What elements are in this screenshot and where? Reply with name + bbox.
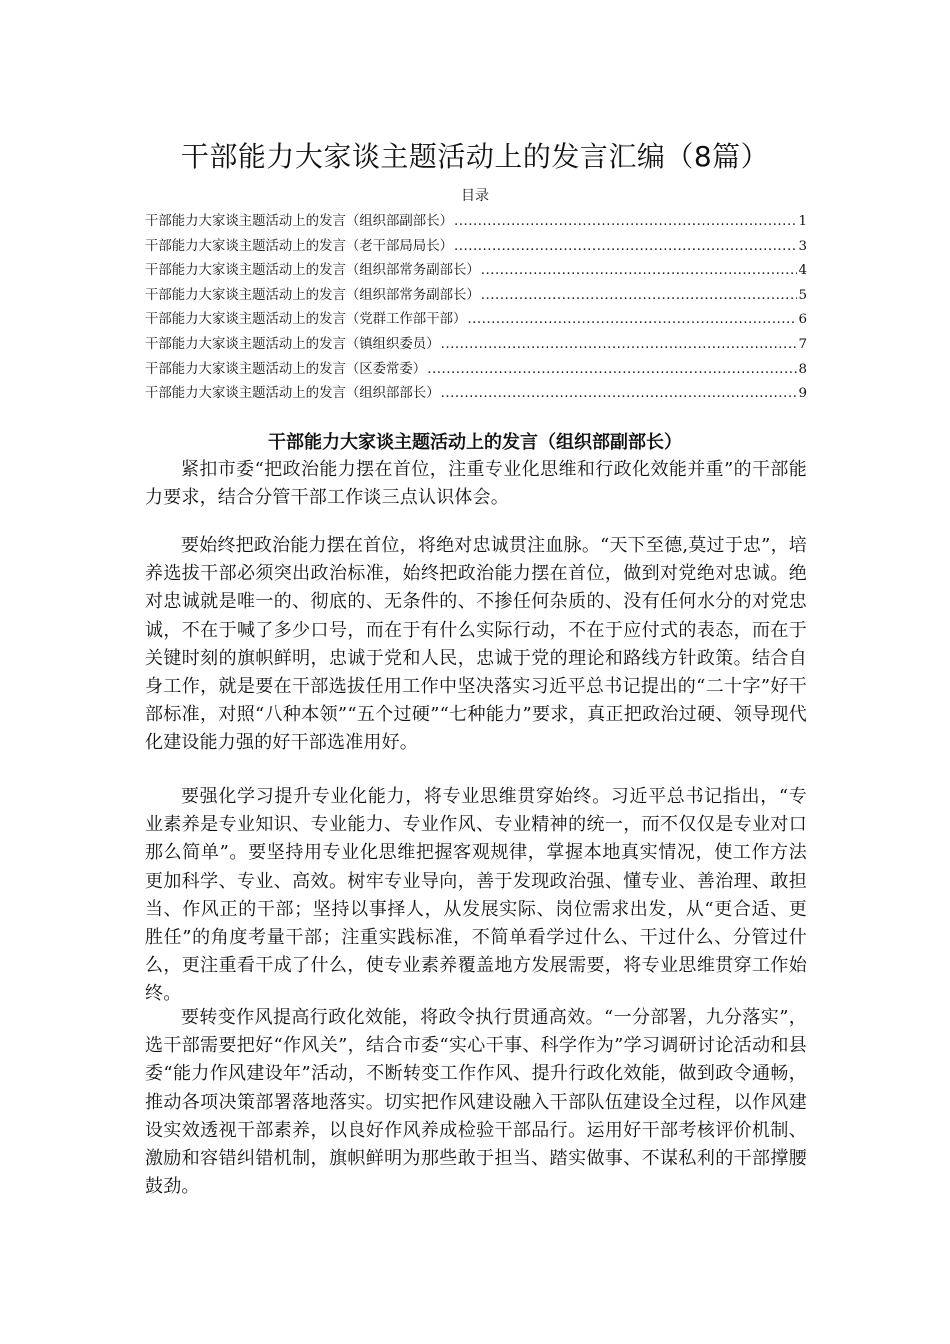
body-paragraph: 要强化学习提升专业化能力，将专业思维贯穿始终。习近平总书记指出，“专业素养是专业知识、专业能力、专业作风、专业精神的统一，而不仅仅是专业对口那么简单”。要坚持用专业化思维把握客观规律，掌握本地真实情况，使工作方法更加科学、专业、高效。树牢专业导向，善于发现政治强、懂专业、善治理、敢担当、作风正的干部；坚持以事择人，从发展实际、岗位需求出发，从“更合适、更胜任”的角度考量干部；注重实践标准，不简单看学过什么、干过什么、分管过什么，更注重看干成了什么，使专业素养覆盖地方发展需要，将专业思维贯穿工作始终。 [145, 786, 807, 1005]
toc-entry[interactable] [145, 235, 807, 260]
toc-leader-dots [454, 239, 797, 254]
toc-entry-page: 3 [798, 238, 807, 254]
toc-leader-dots [467, 312, 797, 327]
toc-entry[interactable] [145, 210, 807, 235]
intro-paragraph: 紧扣市委“把政治能力摆在首位，注重专业化思维和行政化效能并重”的干部能力要求，结合分管干部工作谈三点认识体会。 [145, 459, 807, 509]
toc-entry-label: 干部能力大家谈主题活动上的发言（组织部常务副部长） [145, 263, 480, 279]
toc-entry[interactable] [145, 382, 807, 407]
toc-leader-dots [427, 362, 797, 377]
toc-entry[interactable] [145, 333, 807, 358]
body-paragraph: 要始终把政治能力摆在首位，将绝对忠诚贯注血脉。“天下至德,莫过于忠”，培养选拔干部必须突出政治标准，始终把政治能力摆在首位，做到对党绝对忠诚。绝对忠诚就是唯一的、彻底的、无条件的、不掺任何杂质的、没有任何水分的对党忠诚，不在于喊了多少口号，而在于有什么实际行动，不在于应付式的表态，而在于关键时刻的旗帜鲜明，忠诚于党和人民，忠诚于党的理论和路线方针政策。结合自身工作，就是要在干部选拔任用工作中坚决落实习近平总书记提出的“二十字”好干部标准，对照“八种本领”“五个过硬”“七种能力”要求，真正把政治过硬、领导现代化建设能力强的好干部选准用好。 [145, 535, 807, 754]
toc-entry-page: 4 [798, 263, 807, 279]
toc-heading: 目录 [461, 188, 489, 204]
document-title: 干部能力大家谈主题活动上的发言汇编（8篇） [180, 140, 770, 173]
toc-entry[interactable] [145, 284, 807, 309]
toc-leader-dots [481, 263, 798, 278]
toc-leader-dots [441, 337, 798, 352]
table-of-contents [145, 210, 807, 407]
toc-entry-page: 9 [798, 386, 807, 402]
toc-entry-page: 6 [798, 312, 807, 328]
toc-entry-page: 5 [798, 287, 807, 303]
toc-entry[interactable] [145, 358, 807, 383]
toc-entry[interactable] [145, 259, 807, 284]
toc-leader-dots [454, 214, 797, 229]
toc-leader-dots [441, 386, 798, 401]
toc-entry[interactable] [145, 308, 807, 333]
toc-entry-label: 干部能力大家谈主题活动上的发言（组织部常务副部长） [145, 287, 480, 303]
section-heading: 干部能力大家谈主题活动上的发言（组织部副部长） [268, 432, 682, 453]
toc-entry-label: 干部能力大家谈主题活动上的发言（区委常委） [145, 361, 427, 377]
toc-entry-page: 7 [798, 336, 807, 352]
toc-entry-label: 干部能力大家谈主题活动上的发言（老干部局局长） [145, 238, 453, 254]
toc-entry-label: 干部能力大家谈主题活动上的发言（党群工作部干部） [145, 312, 467, 328]
toc-entry-label: 干部能力大家谈主题活动上的发言（组织部副部长） [145, 214, 453, 229]
toc-entry-page: 1 [798, 214, 807, 229]
toc-entry-label: 干部能力大家谈主题活动上的发言（镇组织委员） [145, 336, 440, 352]
toc-entry-label: 干部能力大家谈主题活动上的发言（组织部部长） [145, 386, 440, 402]
body-paragraph: 要转变作风提高行政化效能，将政令执行贯通高效。“一分部署，九分落实”，选干部需要把好“作风关”，结合市委“实心干事、科学作为”学习调研讨论活动和县委“能力作风建设年”活动，不断转变工作作风、提升行政化效能，做到政令通畅，推动各项决策部署落地落实。切实把作风建设融入干部队伍建设全过程，以作风建设实效透视干部素养，以良好作风养成检验干部品行。运用好干部考核评价机制、激励和容错纠错机制，旗帜鲜明为那些敢于担当、踏实做事、不谋私利的干部撑腰鼓劲。 [145, 1007, 807, 1198]
toc-leader-dots [481, 288, 798, 303]
toc-entry-page: 8 [798, 361, 807, 377]
